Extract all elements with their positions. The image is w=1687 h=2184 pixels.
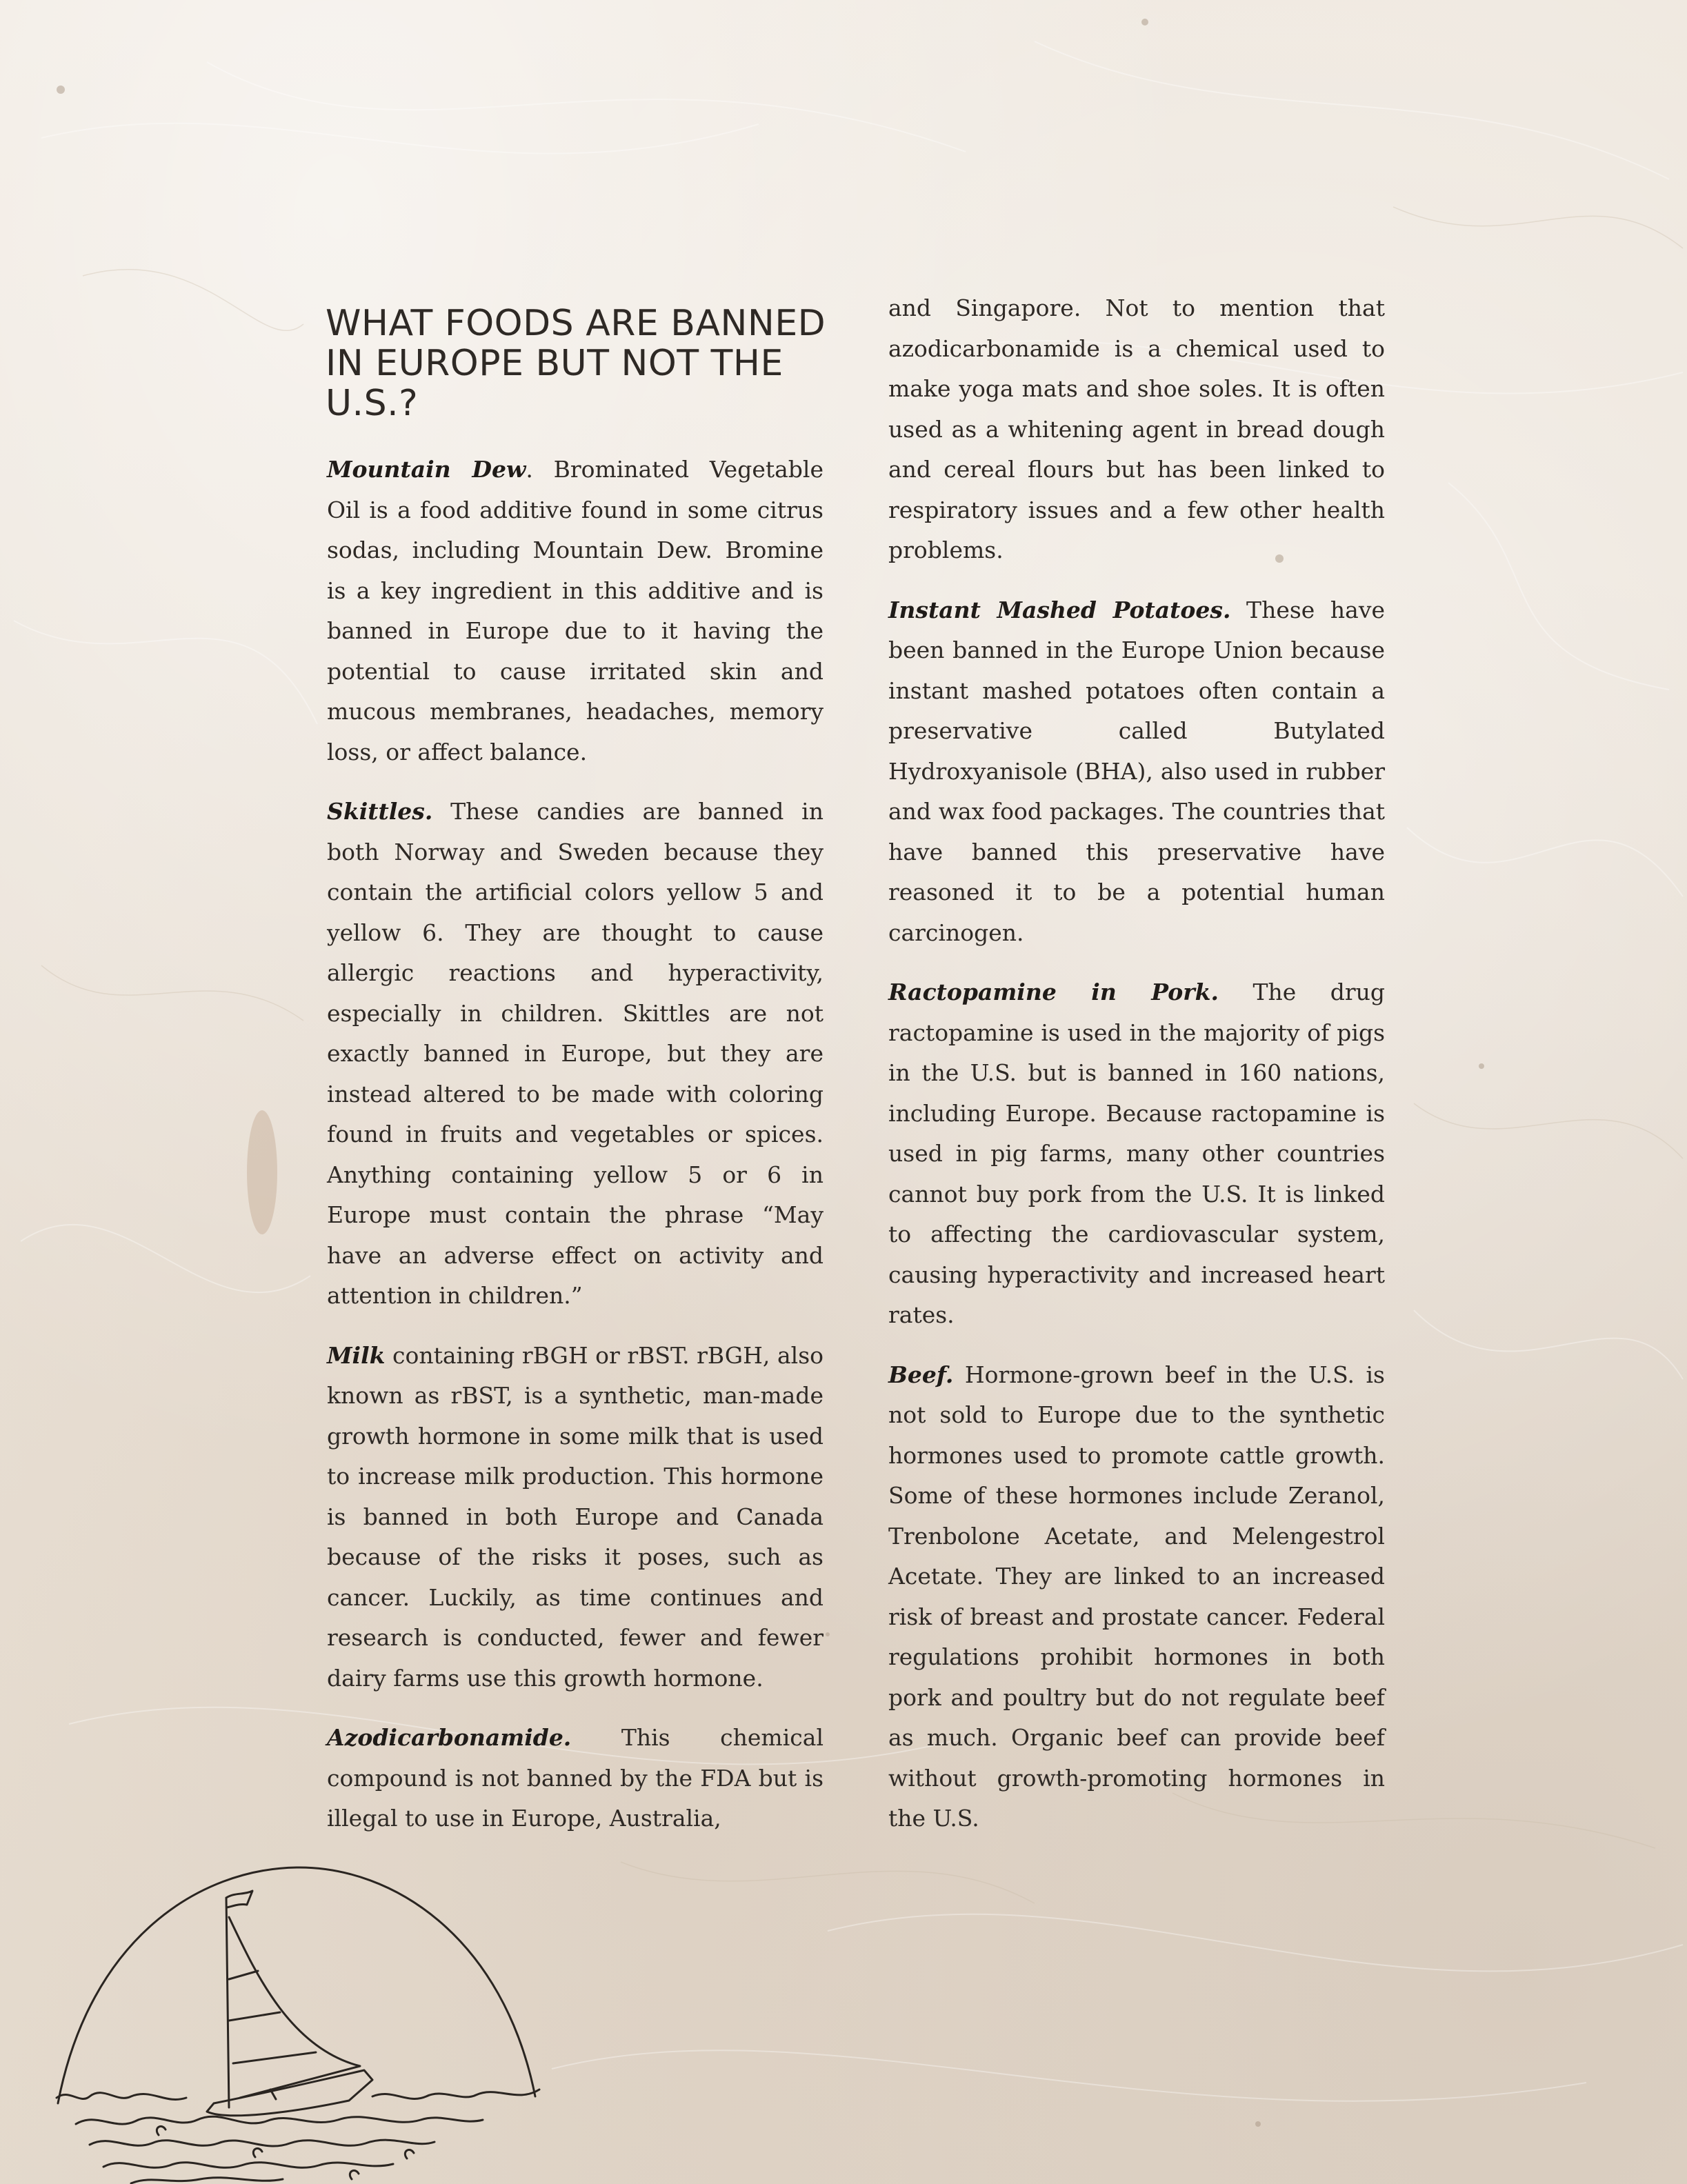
sky-arc bbox=[58, 1867, 535, 2103]
sailboat-hull bbox=[207, 2070, 372, 2116]
article-paragraph-milk bbox=[327, 1336, 823, 1699]
paragraph-lead: Skittles. bbox=[327, 798, 433, 825]
paragraph-lead: Beef. bbox=[888, 1361, 954, 1388]
paragraph-lead: Azodicarbonamide. bbox=[327, 1724, 572, 1751]
sailboat-sail bbox=[229, 1917, 360, 2098]
paragraph-lead: Mountain Dew bbox=[327, 456, 526, 483]
page-title: WHAT FOODS ARE BANNED IN EUROPE BUT NOT THE U.S.? bbox=[326, 303, 826, 424]
article-paragraph-azodicarbonamide-continued: and Singapore. Not to mention that azodicarbonamide is a chemical used to make yoga mats and shoe soles. It is often used as a whitening agent in bread dough and cereal flours but has been linked to respiratory issues and a few other health problems. bbox=[888, 294, 1385, 563]
paragraph-text: containing rBGH or rBST. rBGH, also known as rBST, is a synthetic, man-made growth hormone in some milk that is used to increase milk production. This hormone is banned in both Europe and Canada because of the risks it poses, such as cancer. Luckily, as time continues and research is conducted, fewer and fewer dairy farms use this growth hormone. bbox=[327, 1341, 823, 1692]
paragraph-text: These have been banned in the Europe Union because instant mashed potatoes often contain a preservative called Butylated Hydroxyanisole (BHA), also used in rubber and wax food packages. The countries that have banned this preservative have reasoned it to be a potential human carcinogen. bbox=[888, 596, 1385, 946]
article-paragraph-mountain-dew bbox=[327, 450, 823, 772]
paragraph-text: Hormone-grown beef in the U.S. is not sold to Europe due to the synthetic hormones used to promote cattle growth. Some of these hormones include Zeranol, Trenbolone Acetate, and Melengestrol Acetate. They are linked to an increased risk of breast and prostate cancer. Federal regulations prohibit hormones in both pork and poultry but do not regulate beef as much. Organic beef can provide beef without growth-promoting hormones in the U.S. bbox=[888, 1361, 1385, 1832]
paragraph-lead: Instant Mashed Potatoes. bbox=[888, 596, 1231, 623]
left-column bbox=[327, 450, 823, 1859]
paragraph-text: This chemical compound is not banned by the FDA but is illegal to use in Europe, Australia, bbox=[327, 1724, 823, 1832]
sailboat-flag bbox=[226, 1891, 252, 1907]
paragraph-lead: Milk bbox=[327, 1341, 386, 1369]
water-line bbox=[57, 2093, 186, 2100]
article-paragraph-skittles bbox=[327, 792, 823, 1316]
article-paragraph-azodicarbonamide bbox=[327, 1718, 823, 1839]
sailboat-mast bbox=[226, 1898, 229, 2107]
right-column bbox=[888, 288, 1385, 1859]
article-paragraph-ractopamine bbox=[888, 972, 1385, 1336]
sailboat-drawing bbox=[48, 1855, 552, 2184]
paragraph-lead: Ractopamine in Pork. bbox=[888, 979, 1219, 1005]
paragraph-text: These candies are banned in both Norway and Sweden because they contain the artificial colors yellow 5 and yellow 6. They are thought to cause allergic reactions and hyperactivity, especially in children. Skittles are not exactly banned in Europe, but they are instead altered to be made with coloring found in fruits and vegetables or spices. Anything containing yellow 5 or 6 in Europe must contain the phrase “May have an adverse effect on activity and attention in children.” bbox=[327, 798, 823, 1309]
article-paragraph-instant-mashed-potatoes bbox=[888, 590, 1385, 954]
article-paragraph-beef bbox=[888, 1355, 1385, 1839]
paragraph-text: . Brominated Vegetable Oil is a food additive found in some citrus sodas, including Mountain Dew. Bromine is a key ingredient in this additive and is banned in Europe due to it having the potential to cause irritated skin and mucous membranes, headaches, memory loss, or affect balance. bbox=[327, 456, 823, 765]
paragraph-text: The drug ractopamine is used in the majority of pigs in the U.S. but is banned in 160 nations, including Europe. Because ractopamine is used in pig farms, many other countries cannot buy pork from the U.S. It is linked to affecting the cardiovascular system, causing hyperactivity and increased heart rates. bbox=[888, 979, 1385, 1328]
